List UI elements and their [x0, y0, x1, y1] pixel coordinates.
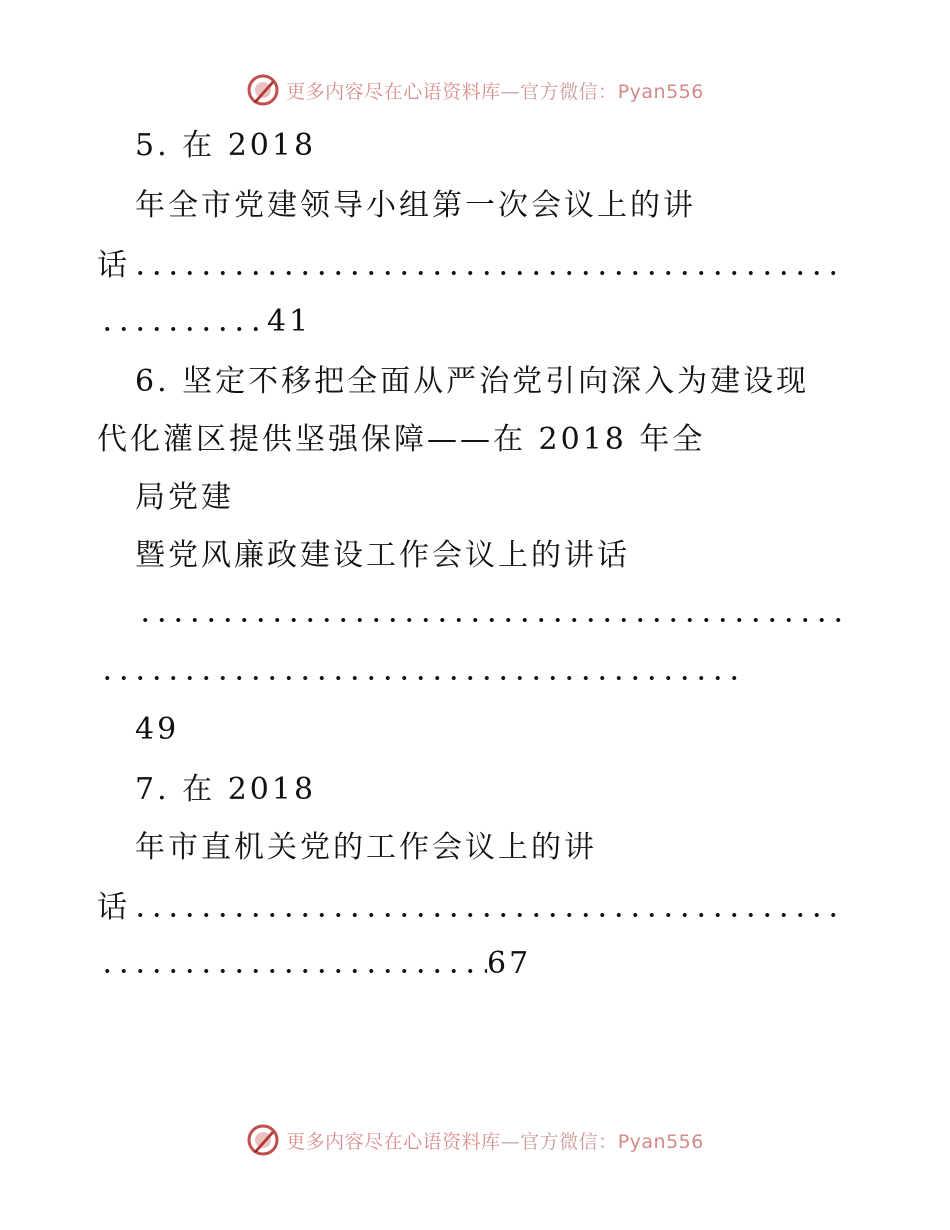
- toc-item-5-page-line: [97, 302, 311, 342]
- banner-dash: —: [500, 80, 521, 103]
- toc-item-5-leader-dots-2: [97, 327, 267, 331]
- banner-text: [286, 77, 704, 104]
- toc-item-5-leader-dots: [130, 271, 842, 275]
- toc-item-7-leader-dots-2: [97, 969, 487, 973]
- pen-logo-icon: [246, 73, 280, 107]
- banner-wechat-label: 官方微信：: [520, 80, 618, 103]
- toc-item-7-page-line: [97, 944, 531, 984]
- toc-item-7-number: 7. 在 2018: [135, 772, 317, 807]
- footer-dash: —: [500, 1130, 521, 1153]
- toc-item-6-line-4: 暨党风廉政建设工作会议上的讲话: [135, 538, 630, 573]
- toc-item-6-line-3: 局党建: [135, 480, 234, 515]
- toc-item-7-title: 年市直机关党的工作会议上的讲: [135, 830, 597, 865]
- banner-account: Pyan556: [617, 80, 704, 103]
- toc-item-5-number: 5. 在 2018: [135, 128, 317, 163]
- toc-item-7-title-end: [97, 888, 842, 928]
- footer-account: Pyan556: [617, 1130, 704, 1153]
- toc-item-5-title-end: [97, 246, 842, 286]
- toc-item-7-title-end-text: 话: [97, 890, 130, 925]
- banner-site-text: 更多内容尽在心语资料库: [286, 80, 501, 103]
- toc-item-6-leader-dots: [135, 600, 845, 640]
- footer-site-text: 更多内容尽在心语资料库: [286, 1130, 501, 1153]
- footer-banner: [0, 1120, 950, 1160]
- toc-item-5-page: 41: [267, 304, 312, 339]
- toc-item-6-page: 49: [135, 712, 180, 747]
- toc-item-6-leader-dots-2: [97, 658, 740, 698]
- toc-item-5-title: 年全市党建领导小组第一次会议上的讲: [135, 188, 696, 223]
- toc-item-7-page: 67: [487, 946, 532, 981]
- toc-item-5-title-end-text: 话: [97, 248, 130, 283]
- footer-wechat-label: 官方微信：: [520, 1130, 618, 1153]
- toc-item-7-leader-dots: [130, 913, 842, 917]
- toc-item-6-line-1: 6. 坚定不移把全面从严治党引向深入为建设现: [135, 364, 810, 399]
- header-banner: [0, 70, 950, 110]
- pen-logo-icon: [246, 1123, 280, 1157]
- footer-banner-text: [286, 1127, 704, 1154]
- toc-item-6-line-2: 代化灌区提供坚强保障——在 2018 年全: [97, 422, 706, 457]
